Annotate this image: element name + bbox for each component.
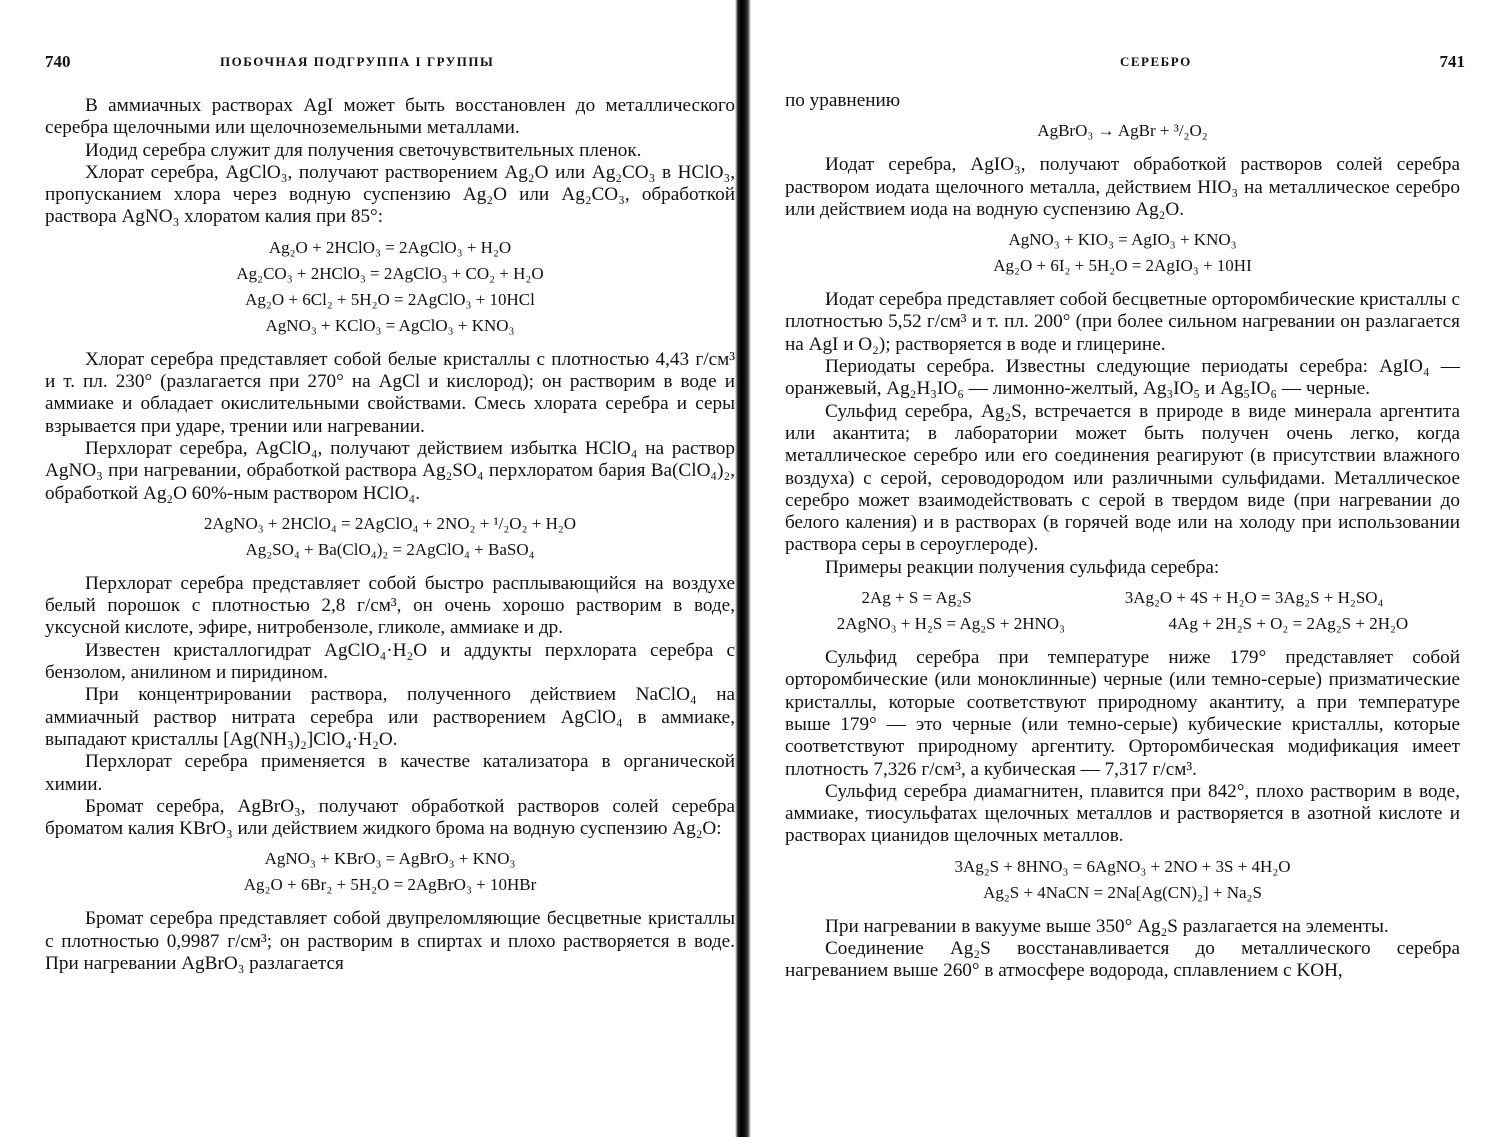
equation: 2AgNO₃ + 2HClO₄ = 2AgClO₄ + 2NO₂ + ¹/₂O₂ + H₂O: [203, 513, 577, 533]
equation-block: [785, 227, 1460, 279]
equation: Ag₂SO₄ + Ba(ClO₄)₂ = 2AgClO₄ + BaSO₄: [245, 539, 535, 559]
equation-block: [45, 846, 735, 898]
paragraph: Иодат серебра представляет собой бесцветные орторомбические кристаллы с плотностью 5,52 г/см³ и т. пл. 200° (при более сильном нагревании он разлагается на AgI и O₂); растворяется в воде и глицерине.: [785, 289, 1460, 355]
paragraph: Бромат серебра представляет собой двупреломляющие бесцветные кристаллы с плотностью 0,9987 г/см³; он растворим в спиртах и плохо растворяется в воде. При нагревании AgBrO₃ разлагается: [45, 908, 735, 975]
equation-block: [785, 585, 1460, 637]
paragraph: Перхлорат серебра применяется в качестве катализатора в органической химии.: [45, 751, 735, 795]
paragraph: Известен кристаллогидрат AgClO₄·H₂O и аддукты перхлората серебра с бензолом, анилином и пиридином.: [45, 639, 735, 684]
equation: 3Ag₂O + 4S + H₂O = 3Ag₂S + H₂SO₄: [1124, 588, 1384, 608]
equation: Ag₂O + 6Br₂ + 5H₂O = 2AgBrO₃ + 10HBr: [243, 875, 537, 895]
equation: AgBrO₃ → AgBr + ³/₂O₂: [1037, 121, 1208, 141]
equation-block: [45, 235, 735, 339]
equation: Ag₂O + 6I₂ + 5H₂O = 2AgIO₃ + 10HI: [993, 256, 1252, 276]
paragraph: Хлорат серебра представляет собой белые кристаллы с плотностью 4,43 г/см³ и т. пл. 230° (разлагается при 270° на AgCl и кислород); он растворим в воде и аммиаке и обладает окислительными свойствами. Смесь хлората серебра и серы взрывается при ударе, трении или нагревании.: [45, 348, 735, 437]
page-number-right: 741: [1439, 52, 1465, 71]
left-body: [45, 95, 735, 975]
paragraph: При нагревании в вакууме выше 350° Ag₂S разлагается на элементы.: [825, 915, 1389, 937]
equation-block: [785, 118, 1460, 144]
equation: Ag₂O + 2HClO₃ = 2AgClO₃ + H₂O: [268, 237, 512, 257]
equation: 2AgNO₃ + H₂S = Ag₂S + 2HNO₃: [836, 614, 1065, 634]
paragraph: Сульфид серебра при температуре ниже 179° представляет собой орторомбические (или моноклинные) черные (или темно-серые) призматические кристаллы, которые соответствуют природному акантиту, а при температуре выше 179° — это черные (или темно-серые) кубические кристаллы, которые соответствуют природному аргентиту. Орторомбическая модификация имеет плотность 7,326 г/см³, а кубическая — 7,317 г/см³.: [785, 647, 1460, 780]
equation: 2Ag + S = Ag₂S: [861, 588, 972, 608]
paragraph: Бромат серебра, AgBrO₃, получают обработкой растворов солей серебра броматом калия KBrO₃ или действием жидкого брома на водную суспензию Ag₂O:: [45, 795, 735, 840]
paragraph: Перхлорат серебра, AgClO₄, получают действием избытка HClO₄ на раствор AgNO₃ при нагревании, обработкой раствора Ag₂SO₄ перхлоратом бария Ba(ClO₄)₂, обработкой Ag₂O 60%-ным раствором HClO₄.: [45, 437, 735, 504]
paragraph: Примеры реакции получения сульфида серебра:: [825, 556, 1220, 578]
equation: Ag₂S + 4NaCN = 2Na[Ag(CN)₂] + Na₂S: [983, 882, 1262, 902]
equation-row: [785, 585, 1460, 611]
paragraph: Сульфид серебра, Ag₂S, встречается в природе в виде минерала аргентита или акантита; в лаборатории может быть получен очень легко, когда металлическое серебро или его соединения реагируют (в присутствии влажного воздуха) с серой, сероводородом или различными сульфидами. Металлическое серебро может взаимодействовать с серой в твердом виде (при нагревании до белого каления) и в растворах (в горячей воде или на холоду при использовании раствора серы в сероуглероде).: [785, 400, 1460, 556]
equation-block: [785, 854, 1460, 906]
right-body: [785, 90, 1460, 983]
paragraph: по уравнению: [785, 90, 901, 111]
equation: 4Ag + 2H₂S + O₂ = 2Ag₂S + 2H₂O: [1168, 614, 1409, 634]
paragraph: Иодат серебра, AgIO₃, получают обработкой растворов солей серебра раствором иодата щелочного металла, действием HIO₃ на металлическое серебро или действием иода на водную суспензию Ag₂O.: [785, 154, 1460, 220]
paragraph: Хлорат серебра, AgClO₃, получают растворением Ag₂O или Ag₂CO₃ в HClO₃, пропусканием хлора через водную суспензию Ag₂O или Ag₂CO₃, обработкой раствора AgNO₃ хлоратом калия при 85°:: [45, 161, 735, 228]
left-page: [40, 0, 740, 1137]
paragraph: В аммиачных растворах AgI может быть восстановлен до металлического серебра щелочными или щелочноземельными металлами.: [45, 95, 735, 139]
right-running-head: [780, 0, 1480, 71]
left-running-head: [40, 0, 740, 71]
paragraph: Соединение Ag₂S восстанавливается до металлического серебра нагреванием выше 260° в атмосфере водорода, сплавлением с KOH,: [785, 938, 1460, 982]
equation: AgNO₃ + KBrO₃ = AgBrO₃ + KNO₃: [264, 849, 516, 869]
equation: Ag₂O + 6Cl₂ + 5H₂O = 2AgClO₃ + 10HCl: [245, 289, 535, 309]
equation: 3Ag₂S + 8HNO₃ = 6AgNO₃ + 2NO + 3S + 4H₂O: [954, 856, 1291, 876]
paragraph: Иодид серебра служит для получения светочувствительных пленок.: [85, 139, 642, 161]
equation: Ag₂CO₃ + 2HClO₃ = 2AgClO₃ + CO₂ + H₂O: [236, 263, 544, 283]
equation-row: [785, 611, 1460, 637]
right-page: [780, 0, 1480, 1137]
paragraph: Периодаты серебра. Известны следующие периодаты серебра: AgIO₄ — оранжевый, Ag₂H₃IO₆ — лимонно-желтый, Ag₃IO₅ и Ag₅IO₆ — черные.: [785, 356, 1460, 400]
page-number-left: 740: [45, 52, 71, 71]
running-title-right: СЕРЕБРО: [1120, 54, 1192, 69]
equation: AgNO₃ + KIO₃ = AgIO₃ + KNO₃: [1008, 230, 1237, 250]
running-title-left: ПОБОЧНАЯ ПОДГРУППА I ГРУППЫ: [220, 54, 495, 69]
equation: AgNO₃ + KClO₃ = AgClO₃ + KNO₃: [265, 315, 515, 335]
book-spine: [735, 0, 751, 1137]
equation-block: [45, 511, 735, 563]
paragraph: При концентрировании раствора, полученного действием NaClO₄ на аммиачный раствор нитрата серебра или растворением AgClO₄ в аммиаке, выпадают кристаллы [Ag(NH₃)₂]ClO₄·H₂O.: [45, 684, 735, 750]
paragraph: Сульфид серебра диамагнитен, плавится при 842°, плохо растворим в воде, аммиаке, тиосульфатах щелочных металлов и растворяется в азотной кислоте и растворах цианидов щелочных металлов.: [785, 780, 1460, 847]
paragraph: Перхлорат серебра представляет собой быстро расплывающийся на воздухе белый порошок с плотностью 2,8 г/см³, он очень хорошо растворим в воде, уксусной кислоте, эфире, нитробензоле, гликоле, аммиаке и др.: [45, 572, 735, 639]
